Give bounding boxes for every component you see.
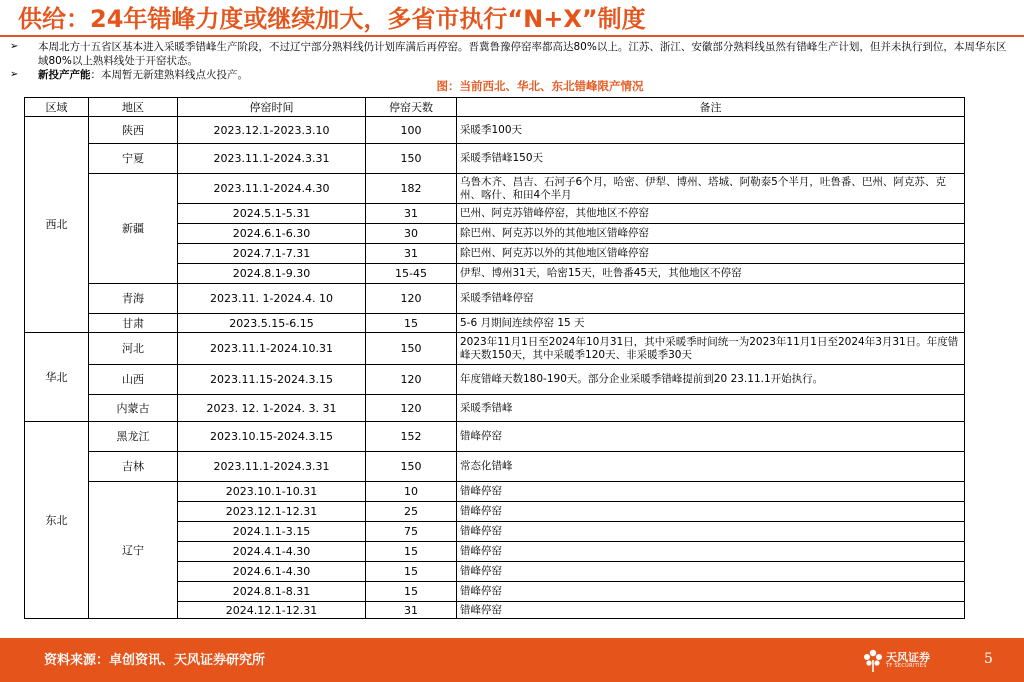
- note-cell: 错峰停窑: [457, 422, 965, 452]
- logo-name: 天风证券: [886, 651, 930, 664]
- table-row: [25, 365, 965, 395]
- time-cell: 2024.6.1-6.30: [178, 224, 366, 244]
- note-cell: 错峰停窑: [457, 482, 965, 502]
- note-cell: 伊犁、博州31天，哈密15天，吐鲁番45天，其他地区不停窑: [457, 264, 965, 284]
- area-cell: 青海: [89, 284, 178, 314]
- note-cell: 错峰停窑: [457, 582, 965, 602]
- note-cell: 5-6 月期间连续停窑 15 天: [457, 314, 965, 333]
- time-cell: 2023.11.1-2024.3.31: [178, 452, 366, 482]
- production-cut-table: [24, 97, 965, 619]
- page-title: 供给：24年错峰力度或继续加大，多省市执行“N+X”制度: [18, 5, 646, 33]
- time-cell: 2023.11.1-2024.4.30: [178, 174, 366, 204]
- area-cell: 辽宁: [89, 482, 178, 619]
- bullet-bold-label: 新投产产能: [38, 69, 91, 81]
- time-cell: 2024.1.1-3.15: [178, 522, 366, 542]
- note-cell: 除巴州、阿克苏以外的其他地区错峰停窑: [457, 224, 965, 244]
- region-cell: 华北: [25, 333, 89, 422]
- days-cell: 15-45: [366, 264, 457, 284]
- footer-bar: [0, 639, 1024, 682]
- arrow-bullet-icon: ➢: [10, 41, 19, 52]
- region-cell: 西北: [25, 117, 89, 333]
- area-cell: 陕西: [89, 117, 178, 144]
- days-cell: 30: [366, 224, 457, 244]
- title-divider: [0, 35, 1024, 37]
- table-row: [25, 422, 965, 452]
- note-cell: 采暖季错峰150天: [457, 144, 965, 174]
- note-cell: 除巴州、阿克苏以外的其他地区错峰停窑: [457, 244, 965, 264]
- table-row: [25, 314, 965, 333]
- days-cell: 25: [366, 502, 457, 522]
- note-cell: 错峰停窑: [457, 522, 965, 542]
- table-row: [25, 117, 965, 144]
- days-cell: 120: [366, 284, 457, 314]
- days-cell: 150: [366, 452, 457, 482]
- area-cell: 吉林: [89, 452, 178, 482]
- table-row: [25, 333, 965, 365]
- days-cell: 31: [366, 204, 457, 224]
- note-cell: 错峰停窑: [457, 542, 965, 562]
- note-cell: 采暖季错峰: [457, 395, 965, 422]
- header-region: 区域: [25, 98, 89, 117]
- area-cell: 河北: [89, 333, 178, 365]
- days-cell: 152: [366, 422, 457, 452]
- days-cell: 15: [366, 562, 457, 582]
- days-cell: 15: [366, 582, 457, 602]
- bullet-list: [10, 40, 1010, 82]
- days-cell: 120: [366, 365, 457, 395]
- note-cell: 年度错峰天数180-190天。部分企业采暖季错峰提前到20 23.11.1开始执行。: [457, 365, 965, 395]
- table-row: [25, 284, 965, 314]
- table-caption: 图：当前西北、华北、东北错峰限产情况: [436, 79, 644, 93]
- days-cell: 182: [366, 174, 457, 204]
- time-cell: 2023.12.1-2023.3.10: [178, 117, 366, 144]
- header-note: 备注: [457, 98, 965, 117]
- bullet-text: ：本周暂无新建熟料线点火投产。: [90, 69, 248, 81]
- time-cell: 2024.12.1-12.31: [178, 602, 366, 619]
- bullet-item: [10, 40, 1010, 68]
- note-cell: 采暖季错峰停窑: [457, 284, 965, 314]
- time-cell: 2024.8.1-9.30: [178, 264, 366, 284]
- time-cell: 2023.11.1-2024.3.31: [178, 144, 366, 174]
- days-cell: 15: [366, 542, 457, 562]
- time-cell: 2023.11. 1-2024.4. 10: [178, 284, 366, 314]
- flower-logo-icon: [862, 647, 884, 673]
- area-cell: 新疆: [89, 174, 178, 284]
- table-row: [25, 144, 965, 174]
- time-cell: 2024.7.1-7.31: [178, 244, 366, 264]
- page-number: 5: [984, 651, 993, 667]
- days-cell: 100: [366, 117, 457, 144]
- header-area: 地区: [89, 98, 178, 117]
- header-stop-days: 停窑天数: [366, 98, 457, 117]
- area-cell: 山西: [89, 365, 178, 395]
- table-row: [25, 452, 965, 482]
- note-cell: 错峰停窑: [457, 562, 965, 582]
- area-cell: 宁夏: [89, 144, 178, 174]
- days-cell: 31: [366, 244, 457, 264]
- company-logo: [862, 647, 952, 675]
- days-cell: 10: [366, 482, 457, 502]
- time-cell: 2023.11.1-2024.10.31: [178, 333, 366, 365]
- days-cell: 75: [366, 522, 457, 542]
- arrow-bullet-icon: ➢: [10, 69, 19, 80]
- days-cell: 15: [366, 314, 457, 333]
- logo-subtitle: TF SECURITIES: [886, 663, 927, 669]
- time-cell: 2023.5.15-6.15: [178, 314, 366, 333]
- time-cell: 2024.4.1-4.30: [178, 542, 366, 562]
- area-cell: 甘肃: [89, 314, 178, 333]
- time-cell: 2023.10.15-2024.3.15: [178, 422, 366, 452]
- note-cell: 巴州、阿克苏错峰停窑，其他地区不停窑: [457, 204, 965, 224]
- time-cell: 2024.6.1-4.30: [178, 562, 366, 582]
- area-cell: 黑龙江: [89, 422, 178, 452]
- time-cell: 2024.8.1-8.31: [178, 582, 366, 602]
- table-row: [25, 482, 965, 502]
- area-cell: 内蒙古: [89, 395, 178, 422]
- table-header-row: [25, 98, 965, 117]
- note-cell: 采暖季100天: [457, 117, 965, 144]
- note-cell: 错峰停窑: [457, 502, 965, 522]
- note-cell: 乌鲁木齐、昌吉、石河子6个月，哈密、伊犁、博州、塔城、阿勒泰5个半月，吐鲁番、巴州、阿克苏、克州、喀什、和田4个半月: [457, 174, 965, 204]
- bullet-text: 本周北方十五省区基本进入采暖季错峰生产阶段，不过辽宁部分熟料线仍计划库满后再停窑。晋冀鲁豫停窑率都高达80%以上。江苏、浙江、安徽部分熟料线虽然有错峰生产计划，但并未执行到位，本周华东区域80%以上熟料线处于开窑状态。: [38, 41, 1007, 67]
- time-cell: 2023.11.15-2024.3.15: [178, 365, 366, 395]
- table-row: [25, 174, 965, 204]
- days-cell: 120: [366, 395, 457, 422]
- table-row: [25, 395, 965, 422]
- days-cell: 31: [366, 602, 457, 619]
- region-cell: 东北: [25, 422, 89, 619]
- time-cell: 2024.5.1-5.31: [178, 204, 366, 224]
- time-cell: 2023. 12. 1-2024. 3. 31: [178, 395, 366, 422]
- note-cell: 错峰停窑: [457, 602, 965, 619]
- note-cell: 常态化错峰: [457, 452, 965, 482]
- days-cell: 150: [366, 333, 457, 365]
- note-cell: 2023年11月1日至2024年10月31日，其中采暖季时间统一为2023年11月1日至2024年3月31日。年度错峰天数150天，其中采暖季120天、非采暖季30天: [457, 333, 965, 365]
- header-stop-time: 停窑时间: [178, 98, 366, 117]
- days-cell: 150: [366, 144, 457, 174]
- time-cell: 2023.12.1-12.31: [178, 502, 366, 522]
- source-note: 资料来源：卓创资讯、天风证券研究所: [44, 653, 266, 668]
- time-cell: 2023.10.1-10.31: [178, 482, 366, 502]
